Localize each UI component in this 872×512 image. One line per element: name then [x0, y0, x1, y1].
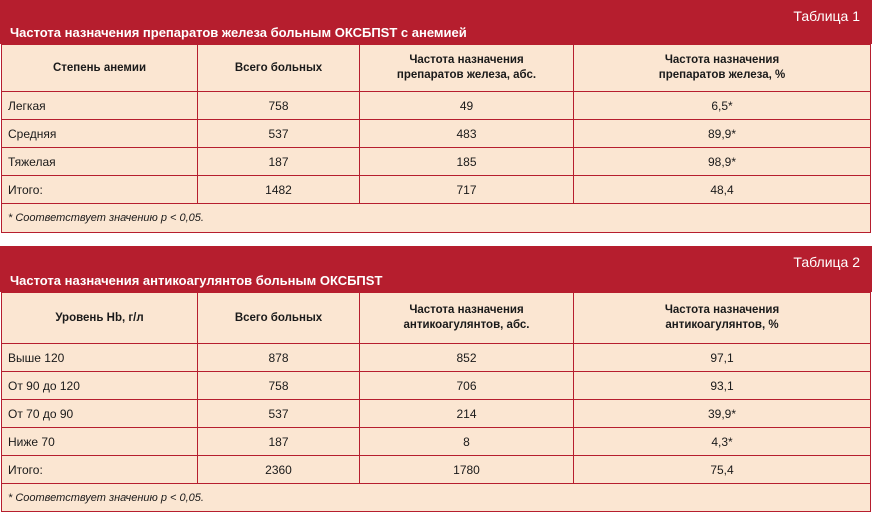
table-row: [2, 372, 871, 400]
table-cell: 214: [360, 400, 574, 428]
table-row: [2, 344, 871, 372]
table-cell: 1780: [360, 456, 574, 484]
table-cell: 717: [360, 176, 574, 204]
table-cell: 93,1: [574, 372, 871, 400]
table-cell: 97,1: [574, 344, 871, 372]
column-header: Уровень Hb, г/л: [2, 293, 198, 344]
table-cell: 6,5*: [574, 92, 871, 120]
table-cell: 187: [198, 428, 360, 456]
table-row-total: [2, 456, 871, 484]
table-1-header: [0, 0, 872, 44]
table-note-row: [2, 484, 871, 512]
column-header: Степень анемии: [2, 45, 198, 92]
table-cell: 98,9*: [574, 148, 871, 176]
table-2-header: [0, 246, 872, 292]
table-cell: 48,4: [574, 176, 871, 204]
table-2-note: * Соответствует значению р < 0,05.: [2, 484, 871, 512]
column-header: Частота назначения антикоагулянтов, %: [574, 293, 871, 344]
table-row: [2, 120, 871, 148]
table-cell: 89,9*: [574, 120, 871, 148]
table-cell: 39,9*: [574, 400, 871, 428]
table-row: [2, 148, 871, 176]
table-header-row: [2, 45, 871, 92]
table-cell: 185: [360, 148, 574, 176]
table-row: [2, 400, 871, 428]
table-cell: 878: [198, 344, 360, 372]
table-1: [0, 0, 872, 238]
column-header: Всего больных: [198, 45, 360, 92]
table-cell: 537: [198, 120, 360, 148]
table-row: [2, 92, 871, 120]
table-cell: 706: [360, 372, 574, 400]
table-cell: От 90 до 120: [2, 372, 198, 400]
table-cell: Итого:: [2, 176, 198, 204]
table-cell: Легкая: [2, 92, 198, 120]
column-header: Частота назначения антикоагулянтов, абс.: [360, 293, 574, 344]
table-2-number: Таблица 2: [793, 254, 860, 270]
table-2-grid: [1, 292, 871, 512]
table-cell: 187: [198, 148, 360, 176]
table-cell: Тяжелая: [2, 148, 198, 176]
table-cell: 758: [198, 372, 360, 400]
table-cell: 1482: [198, 176, 360, 204]
table-cell: Ниже 70: [2, 428, 198, 456]
table-2: [0, 246, 872, 512]
table-row-total: [2, 176, 871, 204]
table-cell: Средняя: [2, 120, 198, 148]
column-header: Частота назначения препаратов железа, %: [574, 45, 871, 92]
table-cell: 483: [360, 120, 574, 148]
table-cell: 537: [198, 400, 360, 428]
table-cell: 8: [360, 428, 574, 456]
table-header-row: [2, 293, 871, 344]
table-note-row: [2, 204, 871, 233]
table-cell: Итого:: [2, 456, 198, 484]
table-cell: 758: [198, 92, 360, 120]
table-1-grid: [1, 44, 871, 233]
table-cell: 75,4: [574, 456, 871, 484]
table-cell: 2360: [198, 456, 360, 484]
table-cell: 49: [360, 92, 574, 120]
column-header: Всего больных: [198, 293, 360, 344]
table-1-title: Частота назначения препаратов железа больным ОКСБПST с анемией: [10, 25, 467, 40]
table-row: [2, 428, 871, 456]
table-1-number: Таблица 1: [793, 8, 860, 24]
table-cell: От 70 до 90: [2, 400, 198, 428]
table-2-title: Частота назначения антикоагулянтов больным ОКСБПST: [10, 273, 383, 288]
table-cell: Выше 120: [2, 344, 198, 372]
table-cell: 852: [360, 344, 574, 372]
table-1-note: * Соответствует значению р < 0,05.: [2, 204, 871, 233]
table-cell: 4,3*: [574, 428, 871, 456]
column-header: Частота назначения препаратов железа, абс.: [360, 45, 574, 92]
